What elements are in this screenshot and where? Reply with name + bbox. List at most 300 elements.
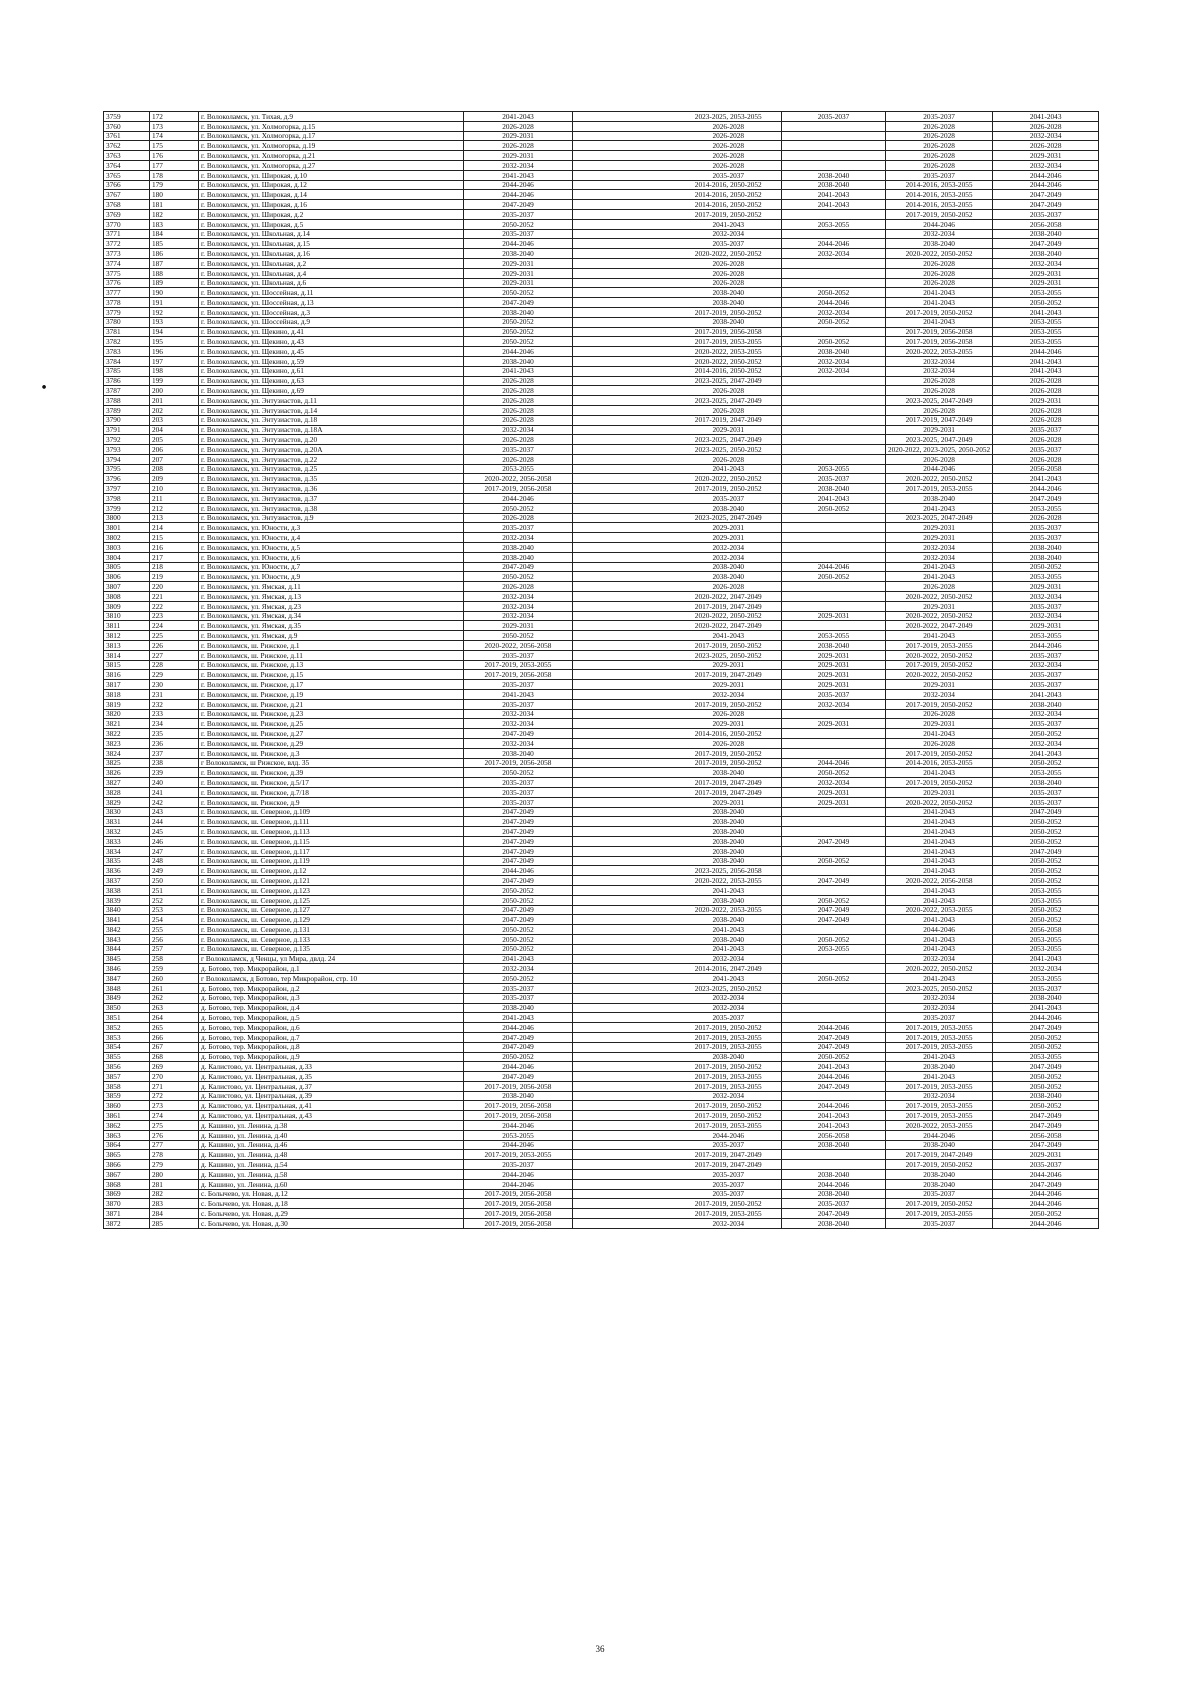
address-cell: г. Волоколамск, ш. Рижское, д.23: [199, 709, 464, 719]
period-col-3-cell: 2017-2019, 2050-2052: [676, 307, 782, 317]
row-number-cell: 3811: [104, 621, 150, 631]
item-number-cell: 204: [150, 425, 199, 435]
period-col-3-cell: 2038-2040: [676, 317, 782, 327]
period-col-6-cell: 2035-2037: [993, 983, 1099, 993]
item-number-cell: 216: [150, 543, 199, 553]
address-cell: д. Ботово, тер. Микрорайон, д.3: [199, 993, 464, 1003]
period-col-5-cell: 2014-2016, 2053-2055: [886, 180, 993, 190]
period-col-5-cell: 2026-2028: [886, 258, 993, 268]
period-col-3-cell: 2020-2022, 2047-2049: [676, 592, 782, 602]
period-col-1-cell: 2050-2052: [464, 895, 573, 905]
row-number-cell: 3820: [104, 709, 150, 719]
period-col-6-cell: 2041-2043: [993, 307, 1099, 317]
period-col-6-cell: 2053-2055: [993, 631, 1099, 641]
item-number-cell: 224: [150, 621, 199, 631]
table-row: [104, 307, 1099, 317]
period-col-4-cell: 2050-2052: [782, 288, 886, 298]
item-number-cell: 242: [150, 797, 199, 807]
period-col-4-cell: 2032-2034: [782, 366, 886, 376]
period-col-4-cell: [782, 582, 886, 592]
period-col-6-cell: 2029-2031: [993, 621, 1099, 631]
period-col-5-cell: 2020-2022, 2050-2052: [886, 964, 993, 974]
period-col-1-cell: 2038-2040: [464, 356, 573, 366]
period-col-1-cell: 2017-2019, 2056-2058: [464, 1199, 573, 1209]
table-row: [104, 425, 1099, 435]
address-cell: г. Волоколамск, ул. Холмогорка, д.17: [199, 131, 464, 141]
period-col-3-cell: 2038-2040: [676, 1052, 782, 1062]
period-col-2-cell: [573, 1150, 676, 1160]
period-col-1-cell: 2020-2022, 2056-2058: [464, 641, 573, 651]
period-col-3-cell: 2017-2019, 2050-2052: [676, 1199, 782, 1209]
period-col-6-cell: 2047-2049: [993, 1111, 1099, 1121]
table-row: [104, 1003, 1099, 1013]
period-col-2-cell: [573, 484, 676, 494]
table-row: [104, 170, 1099, 180]
period-col-5-cell: 2032-2034: [886, 552, 993, 562]
table-row: [104, 543, 1099, 553]
period-col-1-cell: 2050-2052: [464, 944, 573, 954]
period-col-3-cell: 2026-2028: [676, 131, 782, 141]
period-col-2-cell: [573, 1003, 676, 1013]
row-number-cell: 3846: [104, 964, 150, 974]
table-row: [104, 680, 1099, 690]
item-number-cell: 215: [150, 533, 199, 543]
table-row: [104, 660, 1099, 670]
table-row: [104, 621, 1099, 631]
period-col-4-cell: [782, 513, 886, 523]
row-number-cell: 3812: [104, 631, 150, 641]
item-number-cell: 276: [150, 1130, 199, 1140]
period-col-2-cell: [573, 513, 676, 523]
period-col-2-cell: [573, 405, 676, 415]
period-col-3-cell: 2017-2019, 2047-2049: [676, 415, 782, 425]
period-col-5-cell: 2032-2034: [886, 1091, 993, 1101]
period-col-5-cell: 2044-2046: [886, 464, 993, 474]
period-col-4-cell: 2041-2043: [782, 1062, 886, 1072]
period-col-4-cell: 2053-2055: [782, 464, 886, 474]
period-col-3-cell: 2035-2037: [676, 1189, 782, 1199]
period-col-4-cell: 2038-2040: [782, 484, 886, 494]
address-cell: г. Волоколамск, ул. Юности, д.7: [199, 562, 464, 572]
period-col-5-cell: 2041-2043: [886, 827, 993, 837]
period-col-2-cell: [573, 964, 676, 974]
row-number-cell: 3828: [104, 787, 150, 797]
period-col-2-cell: [573, 778, 676, 788]
period-col-1-cell: 2050-2052: [464, 631, 573, 641]
period-col-5-cell: 2020-2022, 2053-2055: [886, 347, 993, 357]
period-col-1-cell: 2047-2049: [464, 876, 573, 886]
table-row: [104, 268, 1099, 278]
period-col-6-cell: 2032-2034: [993, 739, 1099, 749]
period-col-2-cell: [573, 1023, 676, 1033]
period-col-6-cell: 2035-2037: [993, 209, 1099, 219]
table-row: [104, 454, 1099, 464]
period-col-2-cell: [573, 993, 676, 1003]
row-number-cell: 3759: [104, 112, 150, 122]
period-col-3-cell: 2017-2019, 2053-2055: [676, 1032, 782, 1042]
period-col-1-cell: 2032-2034: [464, 964, 573, 974]
table-row: [104, 1189, 1099, 1199]
period-col-1-cell: 2044-2046: [464, 1121, 573, 1131]
period-col-4-cell: [782, 523, 886, 533]
period-col-4-cell: [782, 445, 886, 455]
period-col-4-cell: 2038-2040: [782, 347, 886, 357]
address-cell: г. Волоколамск, ул. Энтузиастов, д.18А: [199, 425, 464, 435]
period-col-2-cell: [573, 1042, 676, 1052]
period-col-4-cell: [782, 1003, 886, 1013]
address-cell: г. Волоколамск, ш. Рижское, д.19: [199, 690, 464, 700]
address-cell: д. Ботово, тер. Микрорайон, д.6: [199, 1023, 464, 1033]
period-col-6-cell: 2041-2043: [993, 690, 1099, 700]
period-col-5-cell: 2017-2019, 2050-2052: [886, 1199, 993, 1209]
table-row: [104, 876, 1099, 886]
item-number-cell: 272: [150, 1091, 199, 1101]
table-row: [104, 1170, 1099, 1180]
period-col-6-cell: 2053-2055: [993, 572, 1099, 582]
row-number-cell: 3837: [104, 876, 150, 886]
period-col-1-cell: 2026-2028: [464, 386, 573, 396]
item-number-cell: 285: [150, 1219, 199, 1229]
period-col-2-cell: [573, 552, 676, 562]
table-row: [104, 180, 1099, 190]
period-col-1-cell: 2032-2034: [464, 533, 573, 543]
address-cell: г. Волоколамск, ул. Школьная, д.14: [199, 229, 464, 239]
period-col-3-cell: 2014-2016, 2047-2049: [676, 964, 782, 974]
period-col-4-cell: 2056-2058: [782, 1130, 886, 1140]
period-col-2-cell: [573, 386, 676, 396]
period-col-4-cell: [782, 327, 886, 337]
period-col-1-cell: 2017-2019, 2056-2058: [464, 758, 573, 768]
period-col-6-cell: 2050-2052: [993, 817, 1099, 827]
period-col-4-cell: [782, 739, 886, 749]
item-number-cell: 200: [150, 386, 199, 396]
period-col-4-cell: [782, 386, 886, 396]
address-cell: д. Калистово, ул. Центральная, д.39: [199, 1091, 464, 1101]
row-number-cell: 3833: [104, 836, 150, 846]
period-col-5-cell: 2041-2043: [886, 288, 993, 298]
period-col-3-cell: 2014-2016, 2050-2052: [676, 366, 782, 376]
period-col-1-cell: 2029-2031: [464, 621, 573, 631]
period-col-2-cell: [573, 1219, 676, 1229]
period-col-6-cell: 2044-2046: [993, 484, 1099, 494]
address-cell: д. Ботово, тер. Микрорайон, д.8: [199, 1042, 464, 1052]
period-col-6-cell: 2026-2028: [993, 435, 1099, 445]
period-col-2-cell: [573, 1140, 676, 1150]
address-cell: д. Кашино, ул. Ленина, д.60: [199, 1179, 464, 1189]
period-col-2-cell: [573, 758, 676, 768]
row-number-cell: 3831: [104, 817, 150, 827]
row-number-cell: 3832: [104, 827, 150, 837]
item-number-cell: 196: [150, 347, 199, 357]
table-row: [104, 778, 1099, 788]
period-col-2-cell: [573, 787, 676, 797]
item-number-cell: 223: [150, 611, 199, 621]
period-col-3-cell: 2017-2019, 2050-2052: [676, 209, 782, 219]
item-number-cell: 190: [150, 288, 199, 298]
period-col-5-cell: 2017-2019, 2050-2052: [886, 307, 993, 317]
period-col-5-cell: 2017-2019, 2053-2055: [886, 1111, 993, 1121]
address-cell: г. Волоколамск, ш. Рижское, д.5/17: [199, 778, 464, 788]
table-row: [104, 1013, 1099, 1023]
period-col-2-cell: [573, 278, 676, 288]
table-row: [104, 856, 1099, 866]
period-col-5-cell: 2041-2043: [886, 895, 993, 905]
period-col-3-cell: 2017-2019, 2050-2052: [676, 1101, 782, 1111]
period-col-1-cell: 2053-2055: [464, 1130, 573, 1140]
period-col-5-cell: 2035-2037: [886, 170, 993, 180]
item-number-cell: 225: [150, 631, 199, 641]
period-col-2-cell: [573, 582, 676, 592]
address-cell: д. Калистово, ул. Центральная, д.43: [199, 1111, 464, 1121]
address-cell: д. Калистово, ул. Центральная, д.41: [199, 1101, 464, 1111]
table-row: [104, 209, 1099, 219]
period-col-1-cell: 2038-2040: [464, 1091, 573, 1101]
row-number-cell: 3808: [104, 592, 150, 602]
item-number-cell: 231: [150, 690, 199, 700]
item-number-cell: 266: [150, 1032, 199, 1042]
address-cell: г. Волоколамск, ул. Энтузиастов, д.38: [199, 503, 464, 513]
table-row: [104, 925, 1099, 935]
table-row: [104, 317, 1099, 327]
address-cell: г. Волоколамск, ш. Северное, д.12: [199, 866, 464, 876]
table-row: [104, 200, 1099, 210]
item-number-cell: 240: [150, 778, 199, 788]
period-col-6-cell: 2038-2040: [993, 1091, 1099, 1101]
period-col-5-cell: 2032-2034: [886, 356, 993, 366]
period-col-3-cell: 2026-2028: [676, 278, 782, 288]
period-col-6-cell: 2050-2052: [993, 866, 1099, 876]
period-col-4-cell: 2029-2031: [782, 611, 886, 621]
period-col-1-cell: 2032-2034: [464, 719, 573, 729]
period-col-6-cell: 2026-2028: [993, 415, 1099, 425]
period-col-1-cell: 2035-2037: [464, 983, 573, 993]
period-col-2-cell: [573, 836, 676, 846]
period-col-5-cell: 2026-2028: [886, 121, 993, 131]
schedule-table: [103, 111, 1099, 1229]
row-number-cell: 3825: [104, 758, 150, 768]
period-col-5-cell: 2017-2019, 2053-2055: [886, 1101, 993, 1111]
item-number-cell: 189: [150, 278, 199, 288]
table-row: [104, 905, 1099, 915]
period-col-6-cell: 2035-2037: [993, 425, 1099, 435]
period-col-4-cell: [782, 141, 886, 151]
table-row: [104, 915, 1099, 925]
table-row: [104, 964, 1099, 974]
period-col-3-cell: 2029-2031: [676, 719, 782, 729]
period-col-6-cell: 2032-2034: [993, 709, 1099, 719]
period-col-6-cell: 2053-2055: [993, 974, 1099, 984]
period-col-2-cell: [573, 268, 676, 278]
period-col-1-cell: 2041-2043: [464, 366, 573, 376]
period-col-6-cell: 2050-2052: [993, 729, 1099, 739]
period-col-6-cell: 2053-2055: [993, 317, 1099, 327]
period-col-6-cell: 2035-2037: [993, 719, 1099, 729]
period-col-2-cell: [573, 543, 676, 553]
period-col-3-cell: 2020-2022, 2050-2052: [676, 249, 782, 259]
period-col-5-cell: 2041-2043: [886, 807, 993, 817]
row-number-cell: 3836: [104, 866, 150, 876]
period-col-4-cell: 2044-2046: [782, 239, 886, 249]
period-col-4-cell: 2041-2043: [782, 1111, 886, 1121]
period-col-6-cell: 2035-2037: [993, 445, 1099, 455]
row-number-cell: 3848: [104, 983, 150, 993]
address-cell: г. Волоколамск, ул. Юности, д.9: [199, 572, 464, 582]
period-col-2-cell: [573, 1101, 676, 1111]
table-row: [104, 464, 1099, 474]
address-cell: г. Волоколамск, ул. Холмогорка, д.19: [199, 141, 464, 151]
period-col-3-cell: 2032-2034: [676, 954, 782, 964]
row-number-cell: 3769: [104, 209, 150, 219]
item-number-cell: 205: [150, 435, 199, 445]
period-col-3-cell: 2041-2043: [676, 944, 782, 954]
item-number-cell: 186: [150, 249, 199, 259]
period-col-3-cell: 2041-2043: [676, 219, 782, 229]
period-col-2-cell: [573, 866, 676, 876]
period-col-1-cell: 2044-2046: [464, 1062, 573, 1072]
row-number-cell: 3849: [104, 993, 150, 1003]
period-col-4-cell: 2032-2034: [782, 356, 886, 366]
period-col-5-cell: 2020-2022, 2050-2052: [886, 670, 993, 680]
address-cell: г. Волоколамск, ул. Энтузиастов, д.11: [199, 396, 464, 406]
table-row: [104, 895, 1099, 905]
period-col-3-cell: 2023-2025, 2047-2049: [676, 396, 782, 406]
period-col-1-cell: 2035-2037: [464, 778, 573, 788]
table-row: [104, 1042, 1099, 1052]
row-number-cell: 3830: [104, 807, 150, 817]
period-col-1-cell: 2038-2040: [464, 543, 573, 553]
item-number-cell: 254: [150, 915, 199, 925]
period-col-3-cell: 2029-2031: [676, 425, 782, 435]
period-col-4-cell: 2035-2037: [782, 474, 886, 484]
period-col-3-cell: 2023-2025, 2047-2049: [676, 513, 782, 523]
item-number-cell: 237: [150, 748, 199, 758]
period-col-4-cell: 2029-2031: [782, 787, 886, 797]
period-col-2-cell: [573, 317, 676, 327]
item-number-cell: 228: [150, 660, 199, 670]
period-col-6-cell: 2047-2049: [993, 239, 1099, 249]
row-number-cell: 3785: [104, 366, 150, 376]
item-number-cell: 239: [150, 768, 199, 778]
period-col-5-cell: 2026-2028: [886, 386, 993, 396]
table-row: [104, 229, 1099, 239]
period-col-2-cell: [573, 356, 676, 366]
table-row: [104, 729, 1099, 739]
address-cell: г. Волоколамск, ул. Энтузиастов, д.37: [199, 494, 464, 504]
period-col-3-cell: 2017-2019, 2053-2055: [676, 1072, 782, 1082]
item-number-cell: 248: [150, 856, 199, 866]
period-col-4-cell: 2038-2040: [782, 1170, 886, 1180]
period-col-1-cell: 2050-2052: [464, 327, 573, 337]
address-cell: д. Ботово, тер. Микрорайон, д.7: [199, 1032, 464, 1042]
period-col-3-cell: 2017-2019, 2056-2058: [676, 327, 782, 337]
period-col-2-cell: [573, 327, 676, 337]
period-col-4-cell: [782, 209, 886, 219]
table-row: [104, 974, 1099, 984]
period-col-6-cell: 2047-2049: [993, 807, 1099, 817]
period-col-5-cell: 2044-2046: [886, 1130, 993, 1140]
item-number-cell: 218: [150, 562, 199, 572]
period-col-2-cell: [573, 1111, 676, 1121]
period-col-5-cell: 2029-2031: [886, 601, 993, 611]
period-col-6-cell: 2029-2031: [993, 278, 1099, 288]
period-col-2-cell: [573, 915, 676, 925]
item-number-cell: 281: [150, 1179, 199, 1189]
address-cell: г. Волоколамск, ул. Школьная, д.6: [199, 278, 464, 288]
period-col-1-cell: 2035-2037: [464, 787, 573, 797]
period-col-6-cell: 2050-2052: [993, 836, 1099, 846]
period-col-2-cell: [573, 337, 676, 347]
period-col-4-cell: 2050-2052: [782, 974, 886, 984]
period-col-4-cell: 2035-2037: [782, 112, 886, 122]
period-col-6-cell: 2032-2034: [993, 160, 1099, 170]
item-number-cell: 250: [150, 876, 199, 886]
table-row: [104, 934, 1099, 944]
row-number-cell: 3805: [104, 562, 150, 572]
period-col-1-cell: 2041-2043: [464, 1013, 573, 1023]
period-col-1-cell: 2053-2055: [464, 464, 573, 474]
row-number-cell: 3816: [104, 670, 150, 680]
period-col-2-cell: [573, 229, 676, 239]
period-col-3-cell: 2038-2040: [676, 836, 782, 846]
period-col-2-cell: [573, 650, 676, 660]
row-number-cell: 3839: [104, 895, 150, 905]
address-cell: г. Волоколамск, ул. Энтузиастов, д.25: [199, 464, 464, 474]
address-cell: г. Волоколамск, ул. Ямская, д.11: [199, 582, 464, 592]
period-col-5-cell: 2041-2043: [886, 974, 993, 984]
period-col-2-cell: [573, 298, 676, 308]
period-col-2-cell: [573, 347, 676, 357]
period-col-5-cell: 2020-2022, 2050-2052: [886, 474, 993, 484]
address-cell: г. Волоколамск, ул. Энтузиастов, д.22: [199, 454, 464, 464]
item-number-cell: 247: [150, 846, 199, 856]
period-col-3-cell: 2035-2037: [676, 1013, 782, 1023]
period-col-6-cell: 2044-2046: [993, 1170, 1099, 1180]
period-col-2-cell: [573, 288, 676, 298]
period-col-6-cell: 2047-2049: [993, 1179, 1099, 1189]
row-number-cell: 3870: [104, 1199, 150, 1209]
address-cell: г. Волоколамск, ул. Тихая, д.9: [199, 112, 464, 122]
item-number-cell: 213: [150, 513, 199, 523]
period-col-6-cell: 2047-2049: [993, 200, 1099, 210]
row-number-cell: 3792: [104, 435, 150, 445]
period-col-2-cell: [573, 1062, 676, 1072]
period-col-2-cell: [573, 170, 676, 180]
row-number-cell: 3857: [104, 1072, 150, 1082]
period-col-6-cell: 2050-2052: [993, 1081, 1099, 1091]
period-col-5-cell: 2041-2043: [886, 1072, 993, 1082]
period-col-1-cell: 2041-2043: [464, 170, 573, 180]
period-col-2-cell: [573, 190, 676, 200]
row-number-cell: 3809: [104, 601, 150, 611]
row-number-cell: 3762: [104, 141, 150, 151]
item-number-cell: 207: [150, 454, 199, 464]
period-col-6-cell: 2056-2058: [993, 464, 1099, 474]
item-number-cell: 217: [150, 552, 199, 562]
address-cell: г. Волоколамск, ул. Ямская, д.34: [199, 611, 464, 621]
item-number-cell: 283: [150, 1199, 199, 1209]
period-col-6-cell: 2047-2049: [993, 1062, 1099, 1072]
period-col-5-cell: 2026-2028: [886, 582, 993, 592]
table-row: [104, 396, 1099, 406]
period-col-4-cell: 2041-2043: [782, 494, 886, 504]
period-col-3-cell: 2035-2037: [676, 170, 782, 180]
period-col-2-cell: [573, 1091, 676, 1101]
item-number-cell: 193: [150, 317, 199, 327]
period-col-6-cell: 2032-2034: [993, 131, 1099, 141]
period-col-3-cell: 2020-2022, 2053-2055: [676, 347, 782, 357]
period-col-1-cell: 2047-2049: [464, 817, 573, 827]
table-row: [104, 1199, 1099, 1209]
